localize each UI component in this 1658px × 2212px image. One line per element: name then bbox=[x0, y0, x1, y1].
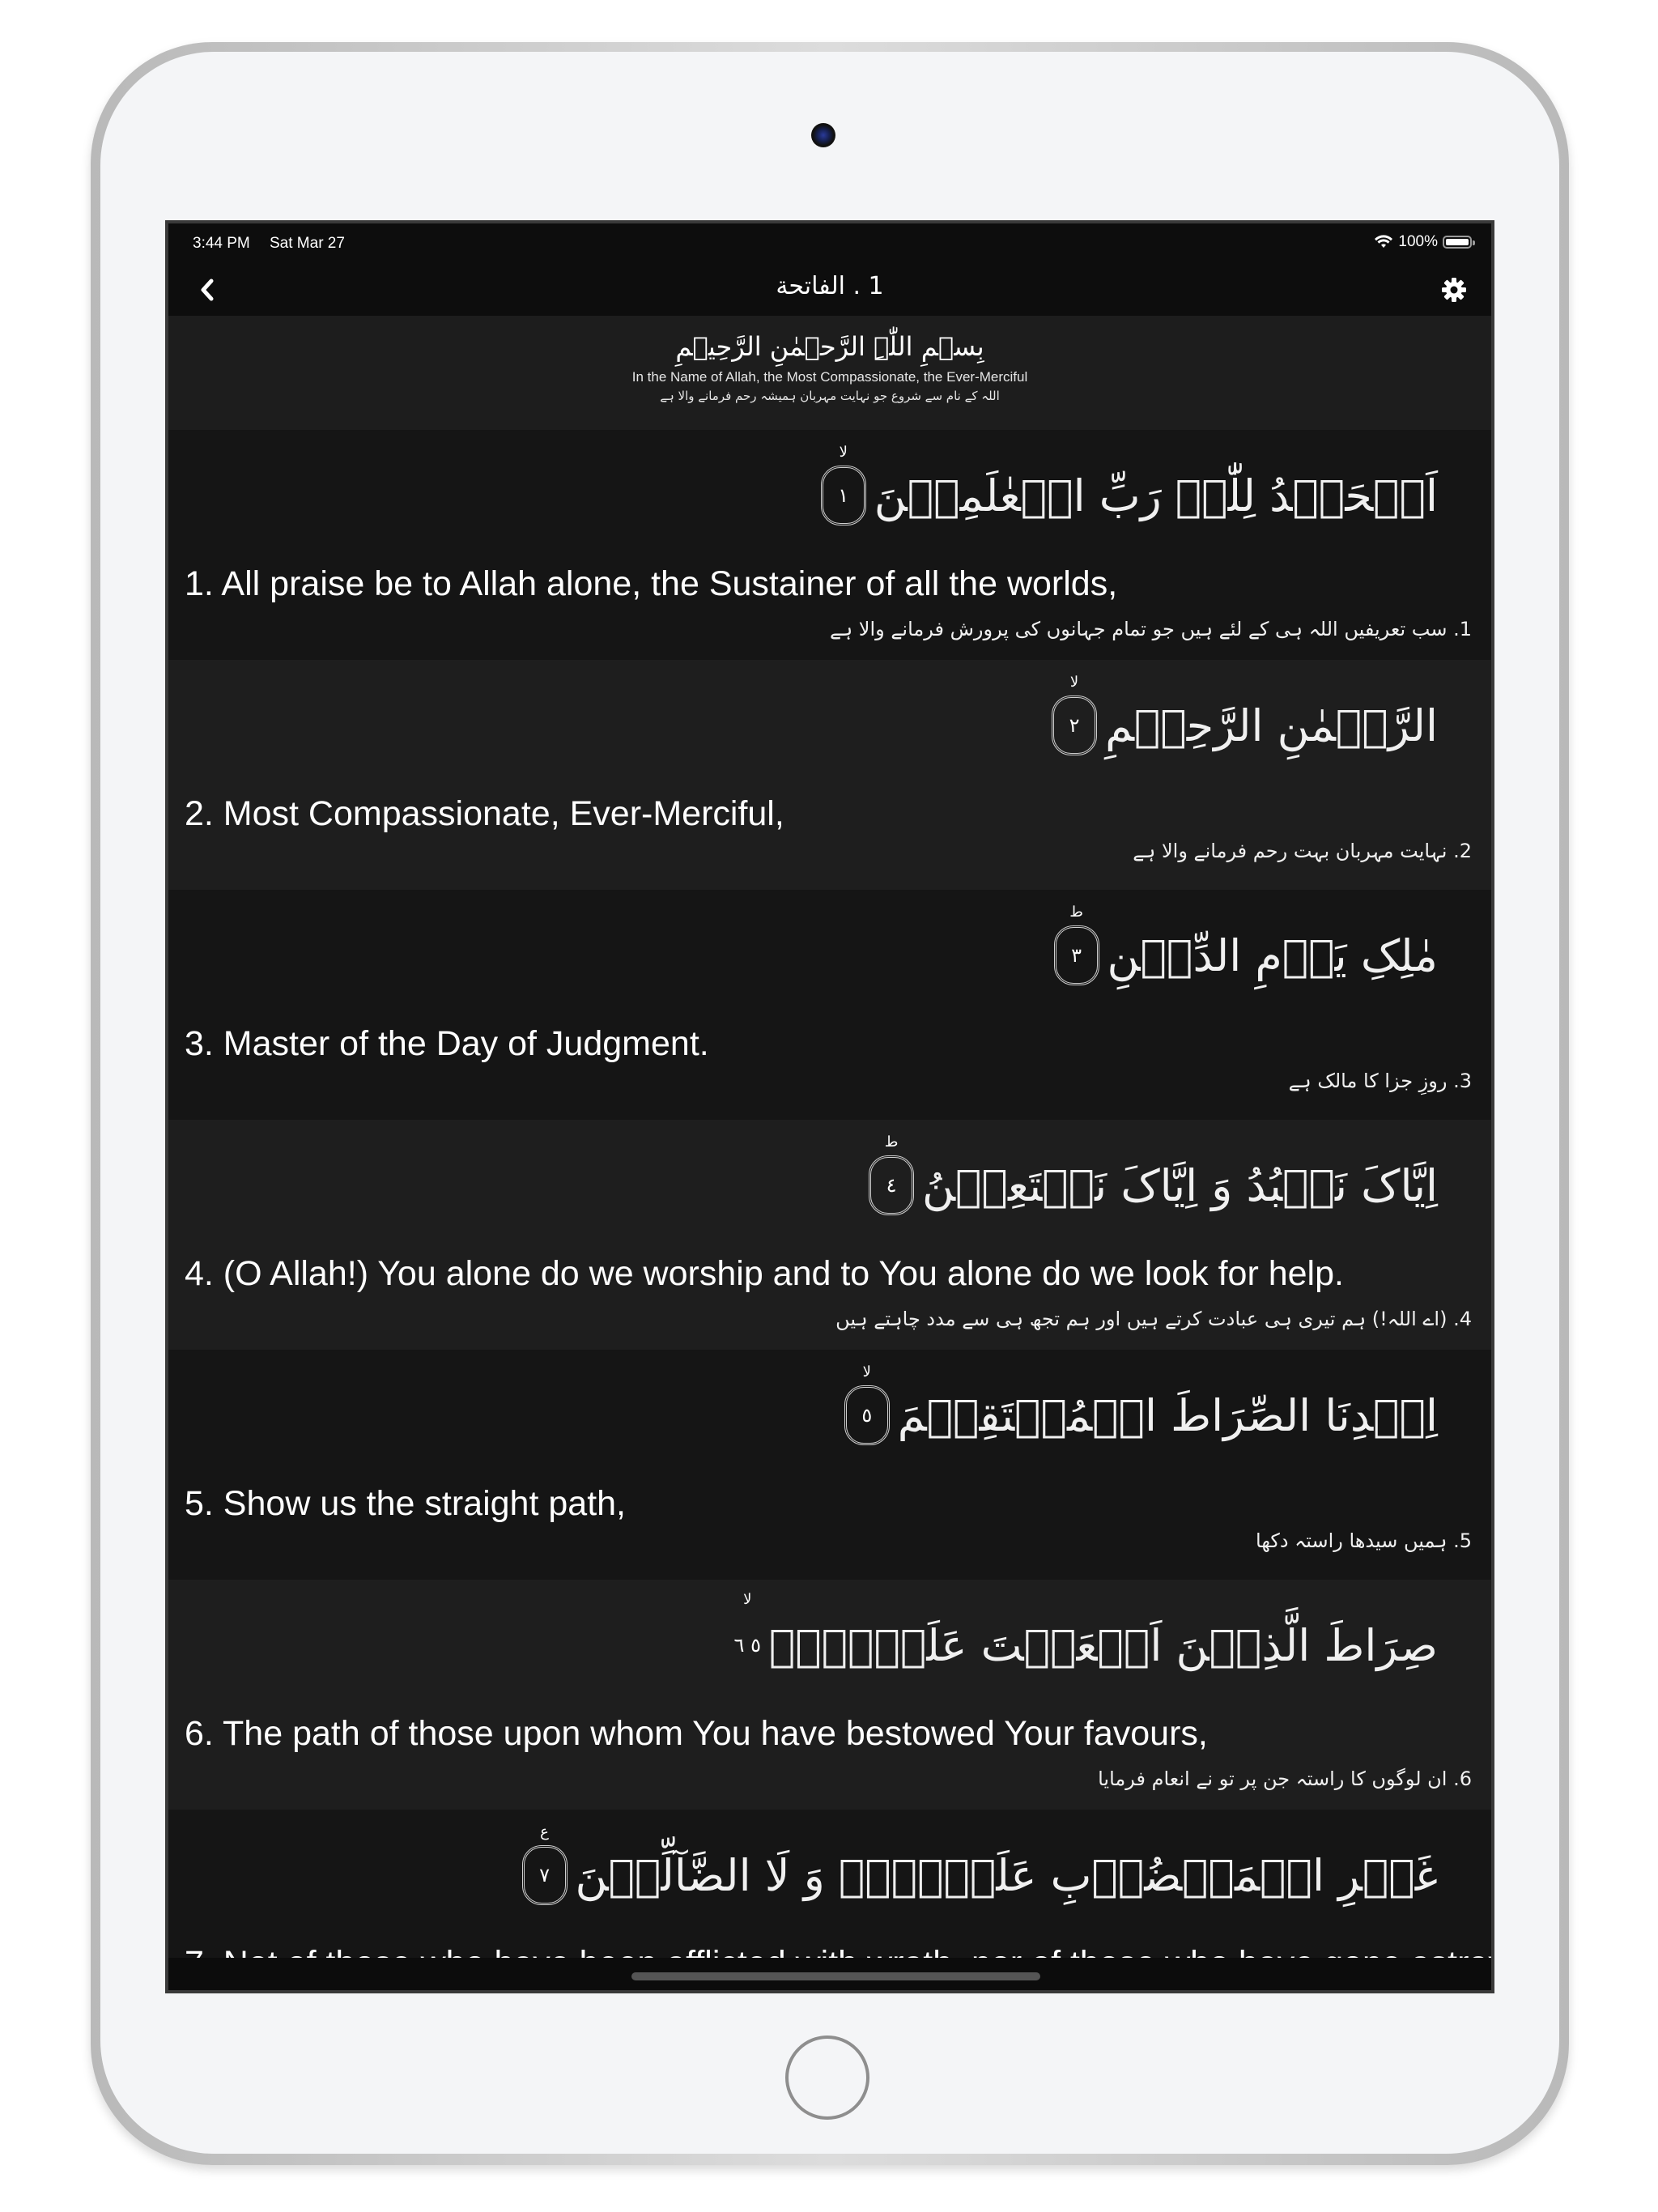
verse-urdu: 5. ہمیں سیدھا راستہ دکھا bbox=[1256, 1529, 1472, 1552]
battery-level-fill bbox=[1446, 239, 1469, 245]
settings-button[interactable] bbox=[1439, 275, 1469, 304]
bismillah-header bbox=[168, 316, 1491, 430]
bismillah-english: In the Name of Allah, the Most Compassionate, the Ever-Merciful bbox=[631, 369, 1028, 385]
verse-arabic bbox=[733, 1591, 1438, 1675]
battery-percent: 100% bbox=[1398, 233, 1438, 250]
verse-arabic bbox=[1052, 674, 1438, 755]
ayah-number: ٤ bbox=[886, 1174, 897, 1197]
ayah-number-marker-icon bbox=[1052, 674, 1097, 755]
verse-arabic-text: اِہۡدِنَا الصِّرَاطَ الۡمُسۡتَقِیۡمَ bbox=[897, 1389, 1438, 1441]
verse-english: 4. (O Allah!) You alone do we worship and to You alone do we look for help. bbox=[185, 1254, 1344, 1293]
waqf-sign: لا bbox=[1069, 674, 1079, 691]
verse-row[interactable] bbox=[168, 1580, 1491, 1810]
verse-arabic-text: اَلۡحَمۡدُ لِلّٰہِ رَبِّ الۡعٰلَمِیۡنَ bbox=[874, 470, 1438, 521]
wifi-icon bbox=[1374, 235, 1393, 249]
verse-urdu: 3. روزِ جزا کا مالک ہے bbox=[1288, 1070, 1472, 1092]
status-time: 3:44 PM bbox=[193, 235, 250, 252]
verse-english: 1. All praise be to Allah alone, the Sustainer of all the worlds, bbox=[185, 564, 1118, 603]
waqf-sign: ط bbox=[1069, 904, 1083, 921]
verse-arabic-text: صِرَاطَ الَّذِیۡنَ اَنۡعَمۡتَ عَلَیۡہِمۡ bbox=[768, 1619, 1438, 1671]
ayah-number-marker-icon bbox=[844, 1363, 890, 1445]
waqf-sign: ط bbox=[884, 1134, 899, 1151]
battery-cap bbox=[1473, 240, 1475, 245]
ayah-number-marker-icon bbox=[869, 1134, 914, 1215]
waqf-sign: لا bbox=[862, 1363, 871, 1380]
verse-arabic-text: اِیَّاکَ نَعۡبُدُ وَ اِیَّاکَ نَسۡتَعِیۡنُ bbox=[922, 1159, 1438, 1211]
battery-icon bbox=[1443, 236, 1472, 249]
ayah-number-marker-icon bbox=[821, 444, 866, 525]
bismillah-arabic: بِسۡمِ اللّٰہِ الرَّحۡمٰنِ الرَّحِیۡمِ bbox=[675, 331, 984, 362]
ayah-number: ٢ bbox=[1069, 714, 1080, 737]
verse-row[interactable] bbox=[168, 1350, 1491, 1580]
verse-urdu: 2. نہایت مہربان بہت رحم فرمانے والا ہے bbox=[1133, 840, 1472, 862]
ayah-number: ٣ bbox=[1071, 944, 1082, 967]
verse-arabic bbox=[844, 1363, 1438, 1445]
status-date: Sat Mar 27 bbox=[270, 235, 345, 252]
verse-english: 3. Master of the Day of Judgment. bbox=[185, 1024, 709, 1063]
ayah-number: ٧ bbox=[539, 1864, 550, 1887]
verse-list[interactable] bbox=[168, 316, 1491, 1990]
ayah-number-marker-icon bbox=[1054, 904, 1099, 985]
ayah-number: ٥ bbox=[861, 1404, 873, 1427]
navigation-bar bbox=[168, 264, 1491, 316]
home-indicator-area bbox=[168, 1958, 1491, 1990]
verse-arabic bbox=[869, 1134, 1438, 1215]
verse-arabic-text: غَیۡرِ الۡمَغۡضُوۡبِ عَلَیۡہِمۡ وَ لَا الضَّآلِّیۡنَ bbox=[575, 1849, 1438, 1901]
waqf-sign: ع bbox=[540, 1823, 549, 1840]
verse-urdu: 6. ان لوگوں کا راستہ جن پر تو نے انعام فرمایا bbox=[1098, 1767, 1472, 1790]
waqf-sign: لا bbox=[839, 444, 848, 461]
verse-arabic-text: مٰلِکِ یَوۡمِ الدِّیۡنِ bbox=[1107, 929, 1438, 981]
verse-arabic-text: الرَّحۡمٰنِ الرَّحِیۡمِ bbox=[1105, 700, 1438, 751]
verse-urdu: 1. سب تعریفیں اللہ ہی کے لئے ہیں جو تمام جہانوں کی پرورش فرمانے والا ہے bbox=[830, 618, 1472, 640]
ayah-number: ١ bbox=[838, 484, 849, 507]
gear-icon bbox=[1441, 277, 1467, 303]
home-indicator[interactable] bbox=[631, 1972, 1040, 1980]
verse-row[interactable] bbox=[168, 1120, 1491, 1350]
verse-row[interactable] bbox=[168, 890, 1491, 1120]
home-button[interactable] bbox=[785, 2035, 869, 2120]
surah-title: 1 . الفاتحة bbox=[776, 272, 884, 300]
ayah-number-marker-icon bbox=[522, 1823, 568, 1905]
verse-arabic bbox=[821, 444, 1438, 525]
screen bbox=[165, 220, 1494, 1993]
verse-english: 6. The path of those upon whom You have bestowed Your favours, bbox=[185, 1714, 1208, 1753]
verse-english: 2. Most Compassionate, Ever-Merciful, bbox=[185, 794, 784, 833]
verse-english: 5. Show us the straight path, bbox=[185, 1484, 626, 1523]
status-bar bbox=[168, 223, 1491, 264]
front-camera bbox=[811, 123, 835, 147]
status-indicators bbox=[1374, 233, 1472, 251]
waqf-sign: لا bbox=[743, 1591, 752, 1608]
verse-row[interactable] bbox=[168, 660, 1491, 890]
verse-urdu: 4. (اے اللہ!) ہم تیری ہی عبادت کرتے ہیں اور ہم تجھ ہی سے مدد چاہتے ہیں bbox=[835, 1308, 1472, 1330]
ayah-number-marker-icon bbox=[733, 1591, 761, 1675]
ayah-number: ٥ ٦ bbox=[733, 1634, 761, 1657]
verse-arabic bbox=[1054, 904, 1438, 985]
bismillah-urdu: اللہ کے نام سے شروع جو نہایت مہربان ہمیشہ رحم فرمانے والا ہے bbox=[660, 389, 1000, 403]
verse-row[interactable] bbox=[168, 430, 1491, 660]
verse-arabic bbox=[522, 1823, 1439, 1905]
